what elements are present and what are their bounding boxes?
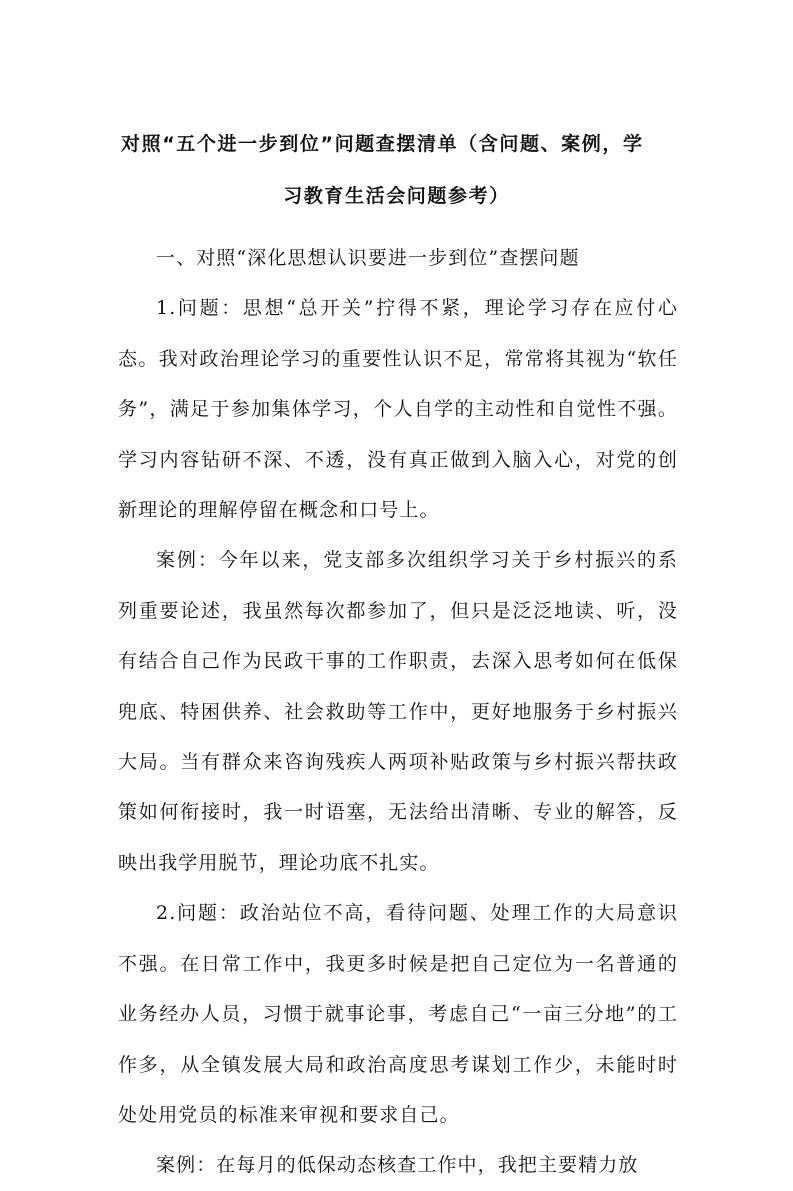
section-heading: 一、对照“深化思想认识要进一步到位”查摆问题 xyxy=(156,247,580,269)
case-paragraph-2: 案例：在每月的低保动态核查工作中，我把主要精力放 xyxy=(156,1154,639,1177)
problem-paragraph-1: 1.问题：思想“总开关”拧得不紧，理论学习存在应付心态。我对政治理论学习的重要性认识不足，常常将其视为“软任务”，满足于参加集体学习，个人自学的主动性和自觉性不强。学习内容钻研不深、不透，没有真正做到入脑入心，对党的创新理论的理解停留在概念和口号上。 xyxy=(118,297,678,522)
problem-paragraph-2: 2.问题：政治站位不高，看待问题、处理工作的大局意识不强。在日常工作中，我更多时候是把自己定位为一名普通的业务经办人员，习惯于就事论事，考虑自己“一亩三分地”的工作多，从全镇发展大局和政治高度思考谋划工作少，未能时时处处用党员的标准来审视和要求自己。 xyxy=(118,902,678,1126)
document-title-line-2: 习教育生活会问题参考） xyxy=(283,185,510,207)
case-paragraph-1: 案例：今年以来，党支部多次组织学习关于乡村振兴的系列重要论述，我虽然每次都参加了，但只是泛泛地读、听，没有结合自己作为民政干事的工作职责，去深入思考如何在低保兜底、特困供养、社会救助等工作中，更好地服务于乡村振兴大局。当有群众来咨询残疾人两项补贴政策与乡村振兴帮扶政策如何衔接时，我一时语塞，无法给出清晰、专业的解答，反映出我学用脱节，理论功底不扎实。 xyxy=(118,549,678,874)
document-body xyxy=(118,233,678,1191)
document-title-line-1: 对照“五个进一步到位”问题查摆清单（含问题、案例，学 xyxy=(121,133,644,155)
